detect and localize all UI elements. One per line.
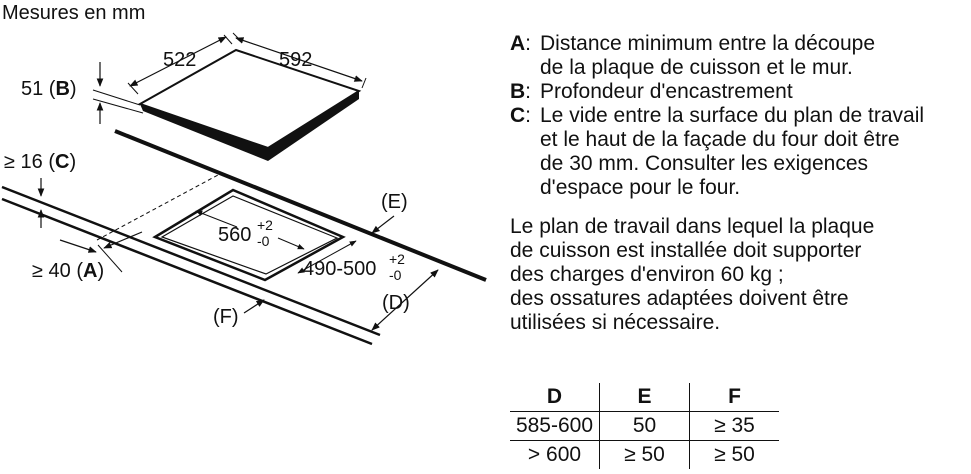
table-header-d: D: [510, 383, 600, 412]
legend: [510, 32, 960, 335]
cutout-width-dimension: [196, 211, 304, 249]
legend-key-c: C: [510, 104, 526, 127]
legend-text-c-3: de 30 mm. Consulter les exigences: [540, 152, 868, 175]
units-label: Mesures en mm: [2, 2, 146, 24]
legend-item-a: A: Distance minimum entre la découpe de la plaque de cuisson et le mur.: [510, 32, 960, 80]
legend-text-a-2: de la plaque de cuisson et le mur.: [540, 56, 853, 79]
dimension-f: [213, 300, 264, 328]
dimension-e: [372, 191, 408, 233]
wall-guide-line: [97, 175, 218, 240]
dimension-c: [4, 151, 76, 228]
cutout-depth-tol-minus: -0: [389, 267, 402, 283]
cutout-depth-label: 490-500: [303, 258, 377, 280]
dimension-a: [32, 232, 142, 282]
table-row: [510, 441, 779, 470]
dimension-a-label: ≥ 40 (A): [32, 260, 105, 282]
legend-text-c-1: Le vide entre la surface du plan de travail: [540, 104, 925, 127]
table-header-f: F: [690, 383, 780, 412]
cutout-depth-dimension: [298, 241, 405, 283]
table-header-e: E: [600, 383, 690, 412]
table-cell: ≥ 50: [600, 441, 690, 470]
cutout-width-label: 560: [218, 224, 252, 246]
load-note: [510, 215, 960, 335]
legend-key-a: A: [510, 32, 526, 55]
hob-depth-label: 522: [163, 49, 197, 71]
legend-text-c-4: d'espace pour le four.: [540, 176, 741, 199]
dimension-e-label: (E): [381, 191, 408, 213]
legend-key-b: B: [510, 80, 526, 103]
dimension-c-label: ≥ 16 (C): [4, 151, 77, 173]
cutout-width-tol-plus: +2: [257, 217, 273, 233]
dimension-f-label: (F): [213, 306, 239, 328]
load-note-line: utilisées si nécessaire.: [510, 311, 721, 334]
load-note-line: de cuisson est installée doit supporter: [510, 239, 862, 262]
cutout-depth-tol-plus: +2: [389, 251, 405, 267]
hob-width-label: 592: [279, 49, 313, 71]
dimension-table: [510, 383, 779, 469]
legend-text-b-1: Profondeur d'encastrement: [540, 80, 793, 103]
dimension-b: [21, 62, 143, 124]
worktop-back-edge: [115, 131, 486, 280]
table-cell: ≥ 35: [690, 412, 780, 441]
load-note-line: Le plan de travail dans lequel la plaque: [510, 215, 875, 238]
cutout-width-tol-minus: -0: [257, 233, 270, 249]
table-cell: 50: [600, 412, 690, 441]
table-header-row: [510, 383, 779, 412]
legend-text-c-2: et le haut de la façade du four doit être: [540, 128, 900, 151]
legend-item-c: C: Le vide entre la surface du plan de travail et le haut de la façade du four doit être de 30 mm. Consulter les exigences d'espace pour le four.: [510, 104, 960, 200]
dimension-b-label: 51 (B): [21, 78, 77, 100]
table-row: [510, 412, 779, 441]
load-note-line: des charges d'environ 60 kg ;: [510, 263, 784, 286]
table-cell: > 600: [527, 443, 582, 466]
legend-text-a-1: Distance minimum entre la découpe: [540, 32, 875, 55]
legend-item-b: B: Profondeur d'encastrement: [510, 80, 960, 104]
load-note-line: des ossatures adaptées doivent être: [510, 287, 849, 310]
dimension-d-label: (D): [382, 292, 410, 314]
dimension-d: [372, 270, 438, 330]
table-cell: ≥ 50: [690, 441, 780, 470]
table-cell: 585-600: [510, 412, 600, 441]
